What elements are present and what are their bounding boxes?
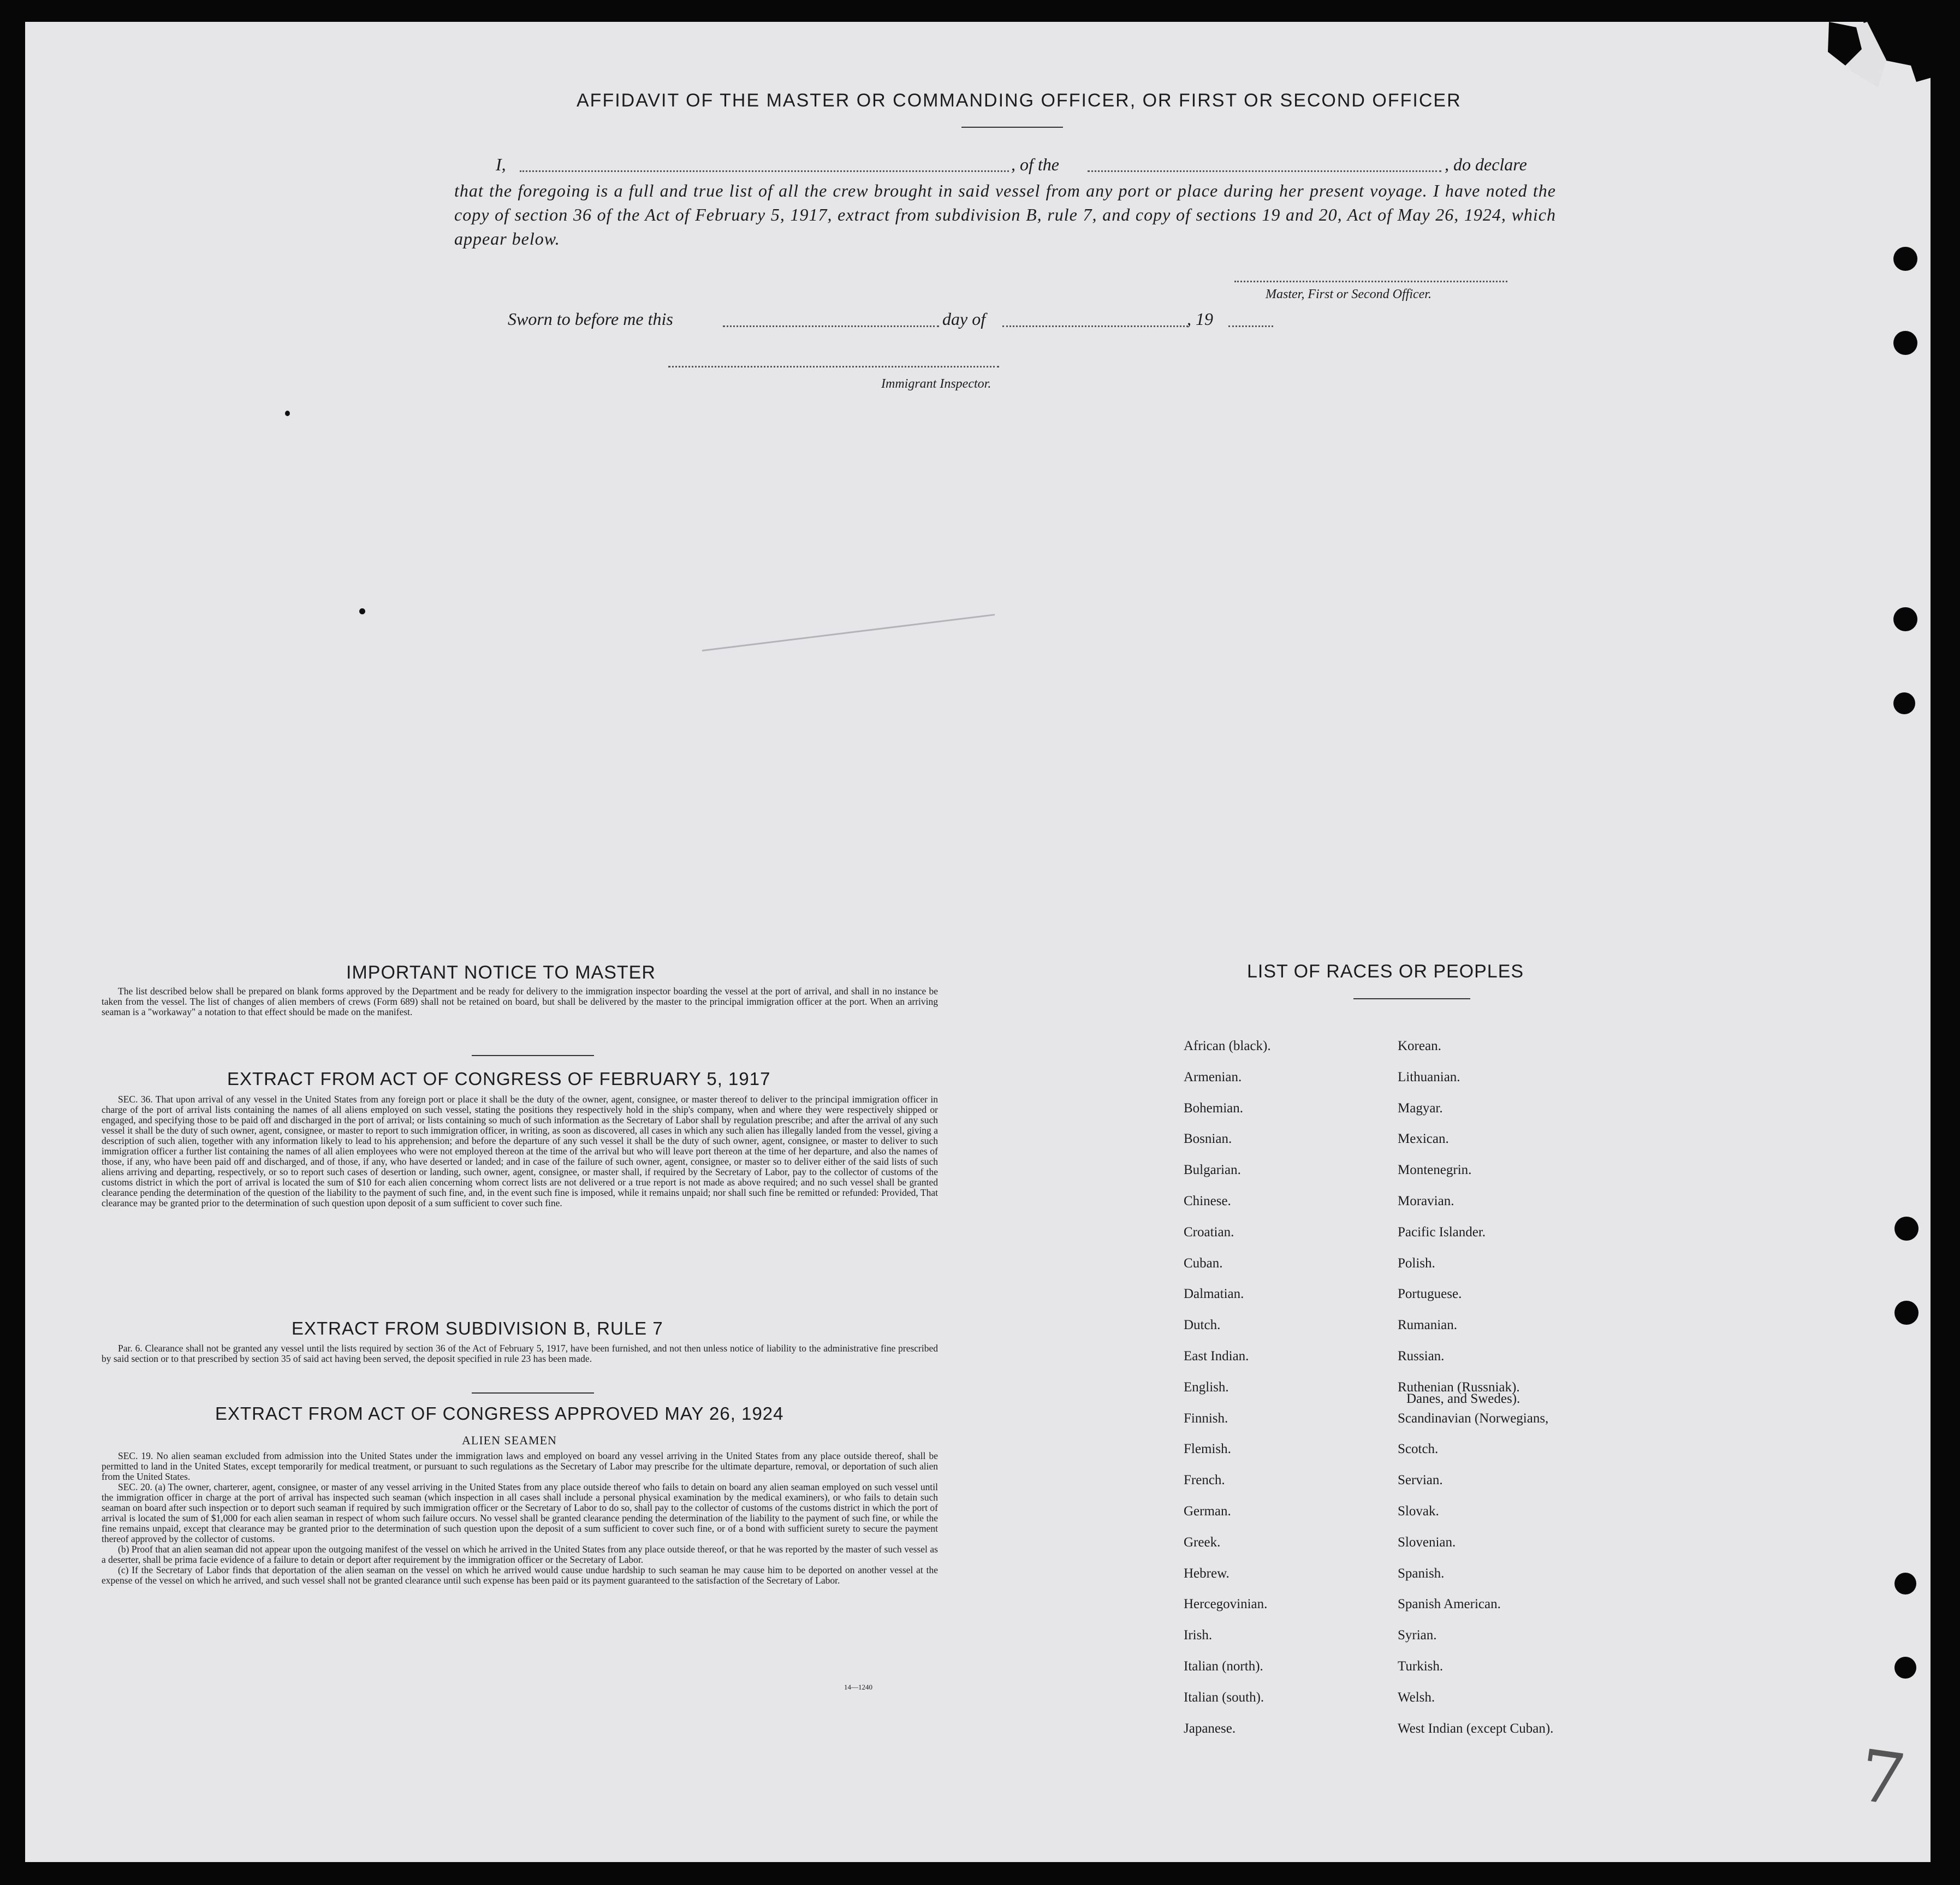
race-item: Italian (north).	[1184, 1659, 1263, 1674]
notice-divider	[472, 1055, 594, 1056]
race-item: Korean.	[1398, 1039, 1441, 1053]
officer-signature-field[interactable]	[1234, 281, 1507, 282]
race-item: Turkish.	[1398, 1659, 1444, 1674]
officer-signature-caption: Master, First or Second Officer.	[1266, 287, 1432, 301]
race-item: German.	[1184, 1504, 1231, 1519]
race-item: Russian.	[1398, 1349, 1445, 1364]
race-item: Spanish.	[1398, 1566, 1445, 1581]
declarant-name-field[interactable]	[520, 170, 1009, 172]
race-item: Irish.	[1184, 1628, 1213, 1643]
punch-hole	[1894, 1573, 1916, 1594]
inspector-caption: Immigrant Inspector.	[881, 377, 991, 391]
section-20c-paragraph: (c) If the Secretary of Labor finds that deportation of the alien seaman on the vessel on which he arrived would cause undue hardship to such seaman he may cause him to be deported on another vessel at the expense of the vessel on which he arrived, and such vessel shall not be granted clearance until such expense has been paid or its payment guaranteed to the satisfaction of the Secretary of Labor.	[102, 1564, 938, 1586]
race-item: Lithuanian.	[1398, 1069, 1460, 1084]
race-item: Finnish.	[1184, 1410, 1228, 1426]
do-declare-label: , do declare	[1445, 155, 1527, 174]
race-item: Greek.	[1184, 1534, 1221, 1550]
extract-1917-body	[102, 1094, 938, 1208]
notice-body	[102, 986, 938, 1017]
race-item: Dutch.	[1184, 1318, 1221, 1333]
race-item: Rumanian.	[1398, 1318, 1458, 1333]
document-page	[25, 22, 1931, 1862]
punch-hole	[1894, 1657, 1916, 1679]
race-item: West Indian (except Cuban).	[1398, 1721, 1554, 1736]
race-item: Bulgarian.	[1184, 1163, 1241, 1178]
form-number: 14—1240	[844, 1683, 872, 1691]
vessel-name-field[interactable]	[1088, 170, 1441, 172]
punch-hole	[1894, 1301, 1919, 1325]
race-item: Danes, and Swedes).	[1406, 1391, 1521, 1406]
par-6-paragraph: Par. 6. Clearance shall not be granted any vessel until the lists required by section 36 of the Act of February 5, 1917, have been furnished, and not then unless notice of liability to the administrative fine prescribed by said section or to that prescribed by section 35 of said act having been served, the deposit specified in rule 23 has been made.	[102, 1343, 938, 1364]
race-item: Flemish.	[1184, 1442, 1231, 1457]
race-item: Syrian.	[1398, 1628, 1437, 1643]
race-item: Portuguese.	[1398, 1287, 1462, 1302]
race-item: Dalmatian.	[1184, 1287, 1244, 1302]
declarant-label: I,	[496, 155, 506, 174]
punch-hole	[1893, 331, 1917, 355]
of-the-label: , of the	[1011, 155, 1059, 174]
rule-7-divider	[472, 1392, 594, 1394]
race-item: East Indian.	[1184, 1349, 1249, 1364]
race-item: Hercegovinian.	[1184, 1597, 1268, 1612]
race-item: African (black).	[1184, 1039, 1271, 1053]
races-divider	[1353, 998, 1470, 999]
race-item: Scandinavian (Norwegians,	[1398, 1410, 1549, 1426]
race-item: Moravian.	[1398, 1194, 1454, 1208]
handwritten-margin-mark: 7	[1854, 1733, 1910, 1823]
sworn-label: Sworn to before me this	[508, 309, 673, 329]
race-item: Slovak.	[1398, 1504, 1439, 1519]
section-19-paragraph: SEC. 19. No alien seaman excluded from admission into the United States under the immigration laws and employed on board any vessel arriving in the United States from any place outside thereof, shall be permitted to land in the United States, except temporarily for medical treatment, or pursuant to such regulations as the Secretary of Labor may prescribe for the ultimate departure, removal, or deportation of such alien from the United States.	[102, 1450, 938, 1482]
section-20b-paragraph: (b) Proof that an alien seaman did not appear upon the outgoing manifest of the vessel on which he arrived in the United States from any place outside thereof, or that he was reported by the master of such vessel as a deserter, shall be prima facie evidence of a failure to detain or deport after requirement by the immigration officer or the Secretary of Labor.	[102, 1544, 938, 1565]
section-36-paragraph: SEC. 36. That upon arrival of any vessel in the United States from any foreign port or place it shall be the duty of the owner, agent, consignee, or master thereof to deliver to the principal immigration officer in charge of the port of arrival lists containing the names of all aliens employed on such vessel, stating the positions they respectively hold in the ship's company, when and where they were respectively shipped or engaged, and specifying those to be paid off and discharged in the port of arrival; or lists containing so much of such information as the Secretary of Labor shall by regulation prescribe; and after the arrival of any such vessel it shall be the duty of such owner, agent, consignee, or master to report to such immigration officer, in writing, as soon as discovered, all cases in which any such alien has illegally landed from the vessel, giving a description of such alien, together with any information likely to lead to his apprehension; and before the departure of any such vessel it shall be the duty of such owner, agent, consignee, or master to deliver to such immigration officer a further list containing the names of all alien employees who were not employed thereon at the time of the arrival but who will leave port thereon at the time of her departure, and also the names of those, if any, who have been paid off and discharged, and of those, if any, who have deserted or landed; and in case of the failure of such owner, agent, consignee, or master so to deliver either of the said lists of such aliens arriving and departing, respectively, or so to report such cases of desertion or landing, such owner, agent, consignee, or master shall, if required by the Secretary of Labor, pay to the collector of customs of the customs district in which the port of arrival is located the sum of $10 for each alien concerning whom correct lists are not delivered or a true report is not made as above required; and no such vessel shall be granted clearance pending the determination of the question of the liability to the payment of such fine, and, in the event such fine is imposed, while it remains unpaid; nor shall such fine be remitted or refunded: Provided, That clearance may be granted prior to the determination of such question upon deposit of a sum sufficient to cover such fine.	[102, 1094, 938, 1208]
sworn-month-field[interactable]	[1002, 325, 1188, 327]
races-title: LIST OF RACES OR PEOPLES	[1247, 961, 1524, 982]
notice-paragraph: The list described below shall be prepared on blank forms approved by the Department and be ready for delivery to the immigration inspector boarding the vessel at the port of arrival, and shall in no instance be taken from the vessel. The list of changes of alien members of crews (Form 689) shall not be retained on board, but shall be delivered by the master to the principal immigration officer at the port. When an arriving seaman is a "workaway" a notation to that effect should be made on the manifest.	[102, 986, 938, 1017]
affidavit-body: that the foregoing is a full and true list of all the crew brought in said vessel from any port or place during her present voyage. I have noted the copy of section 36 of the Act of February 5, 1917, extract from subdivision B, rule 7, and copy of sections 19 and 20, Act of May 26, 1924, which appear below.	[454, 181, 1556, 248]
scratch-mark	[702, 614, 995, 651]
race-item: Chinese.	[1184, 1194, 1231, 1208]
speck	[285, 411, 290, 416]
race-item: French.	[1184, 1473, 1225, 1488]
extract-1924-body	[102, 1451, 938, 1586]
rule-7-body	[102, 1343, 938, 1364]
race-item: Armenian.	[1184, 1069, 1242, 1084]
punch-hole	[1893, 607, 1917, 631]
punch-hole	[1894, 1217, 1919, 1241]
race-item: Welsh.	[1398, 1690, 1435, 1705]
race-item: Hebrew.	[1184, 1566, 1230, 1581]
race-item: Mexican.	[1398, 1131, 1449, 1147]
torn-corner	[1796, 0, 1960, 120]
extract-1924-title: EXTRACT FROM ACT OF CONGRESS APPROVED MAY 26, 1924	[215, 1403, 784, 1424]
day-of-label: day of	[942, 309, 986, 329]
sworn-year-field[interactable]	[1228, 325, 1273, 327]
race-item: Scotch.	[1398, 1442, 1439, 1457]
race-item: Croatian.	[1184, 1224, 1234, 1240]
race-item: Bohemian.	[1184, 1100, 1244, 1116]
affidavit-title: AFFIDAVIT OF THE MASTER OR COMMANDING OFFICER, OR FIRST OR SECOND OFFICER	[577, 90, 1462, 111]
punch-hole	[1893, 692, 1915, 714]
race-item: Italian (south).	[1184, 1690, 1264, 1705]
race-item: Bosnian.	[1184, 1131, 1232, 1147]
inspector-signature-field[interactable]	[668, 366, 999, 367]
title-divider	[961, 127, 1063, 128]
race-item: English.	[1184, 1379, 1229, 1395]
section-20a-paragraph: SEC. 20. (a) The owner, charterer, agent, consignee, or master of any vessel arriving in the United States from any place outside thereof who fails to detain on board any alien seaman employed on such vessel until the immigration officer in charge at the port of arrival has inspected such seaman (which inspection in all cases shall include a personal physical examination by the medical examiners), or who fails to detain such seaman on board after such inspection or to deport such seaman if required by such immigration officer or the Secretary of Labor to do so, shall pay to the collector of customs of the customs district in which the port of arrival is located the sum of $1,000 for each alien seaman in respect of whom such failure occurs. No vessel shall be granted clearance pending the determination of the liability to the payment of such fine, or while the fine remains unpaid, except that clearance may be granted prior to the determination of such question upon the deposit of a sum sufficient to cover such fine, or of a bond with sufficient surety to secure the payment thereof approved by the collector of customs.	[102, 1481, 938, 1544]
alien-seamen-subtitle: ALIEN SEAMEN	[462, 1433, 557, 1447]
race-item: Magyar.	[1398, 1100, 1443, 1116]
race-item: Japanese.	[1184, 1721, 1236, 1736]
speck	[359, 608, 365, 614]
race-item: Cuban.	[1184, 1255, 1223, 1271]
race-item: Pacific Islander.	[1398, 1224, 1486, 1240]
race-item: Ruthenian (Russniak).	[1398, 1379, 1520, 1395]
race-item: Polish.	[1398, 1255, 1435, 1271]
race-item: Slovenian.	[1398, 1534, 1456, 1550]
year-label: , 19	[1187, 309, 1213, 329]
notice-title: IMPORTANT NOTICE TO MASTER	[346, 962, 656, 983]
race-item: Spanish American.	[1398, 1597, 1501, 1612]
race-item: Servian.	[1398, 1473, 1443, 1488]
race-item: Montenegrin.	[1398, 1163, 1472, 1178]
sworn-day-field[interactable]	[723, 325, 939, 327]
rule-7-title: EXTRACT FROM SUBDIVISION B, RULE 7	[292, 1318, 663, 1338]
extract-1917-title: EXTRACT FROM ACT OF CONGRESS OF FEBRUARY 5, 1917	[227, 1069, 771, 1089]
punch-hole	[1893, 247, 1917, 271]
